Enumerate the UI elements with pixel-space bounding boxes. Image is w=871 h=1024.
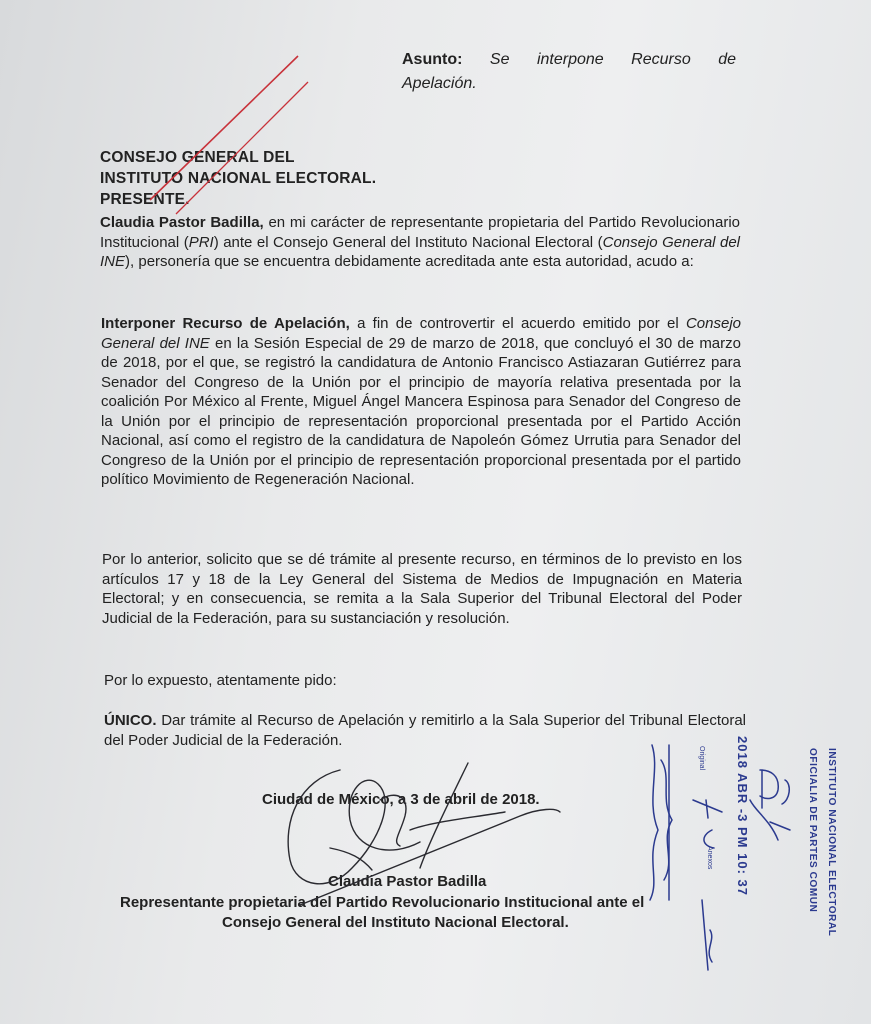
- text-run: Dar trámite al Recurso de Apelación y remitirlo a la Sala Superior del Tribunal Electoral del Poder Judicial de la Federación.: [104, 712, 746, 749]
- text-run-italic: Consejo General del INE: [101, 315, 741, 352]
- addressee-line: CONSEJO GENERAL DEL: [100, 149, 295, 166]
- text-run: ), personería que se encuentra debidamente acreditada ante esta autoridad, acudo a:: [125, 253, 694, 270]
- paragraph-request: Por lo anterior, solicito que se dé trámite al presente recurso, en términos de lo previsto en los artículos 17 y 18 de la Ley General del Sistema de Medios de Impugnación en Materia Electoral; y en consecuencia, se remita a la Sala Superior del Tribunal Electoral del Poder Judicial de la Federación, para su sustanciación y resolución.: [102, 551, 742, 627]
- text-run-bold: Interponer Recurso de Apelación,: [101, 315, 350, 332]
- stamp-office: OFICIALIA DE PARTES COMUN: [807, 748, 818, 913]
- place-date: Ciudad de México, a 3 de abril de 2018.: [262, 791, 540, 808]
- text-run-italic: Consejo General del INE: [100, 233, 740, 270]
- subject-label: Asunto:: [402, 51, 463, 68]
- subject-word: interpone: [536, 51, 604, 68]
- text-run-italic: PRI: [188, 233, 214, 251]
- subject-word: Recurso: [631, 51, 691, 68]
- text-run: a fin de controvertir el acuerdo emitido por el: [349, 315, 686, 332]
- stamp-institution: INSTITUTO NACIONAL ELECTORAL: [826, 748, 837, 937]
- signer-name-inline: Claudia Pastor Badilla,: [100, 214, 264, 231]
- stamp-datetime: 2018 ABR -3 PM 10: 37: [735, 736, 750, 896]
- addressee-line: PRESENTE.: [100, 191, 190, 208]
- paragraph-petition: Por lo expuesto, atentamente pido:: [104, 672, 337, 689]
- text-run: en mi carácter de representante propietaria del Partido Revolucionario Institucional (: [100, 214, 740, 251]
- stamp-handwriting: [650, 745, 790, 970]
- stamp-anexos-label: Anexos: [706, 846, 713, 870]
- text-run: en la Sesión Especial de 29 de marzo de 2018, que concluyó el 30 de marzo de 2018, por el que, se registró la candidatura de Antonio Francisco Astiazaran Gutiérrez para Senador del Congreso de la Unión por el principio de mayoría relativa presentada por la coalición Por México al Frente, Miguel Ángel Mancera Espinosa para Senador del Congreso de la Unión por el principio de representación proporcional presentada por el Partido Acción Nacional, así como el registro de la candidatura de Napoleón Gómez Urrutia para Senador del Congreso de la Unión por el principio de representación proporcional presentada por el partido político Movimiento de Regeneración Nacional.: [101, 334, 741, 488]
- stamp-original-label: Original: [698, 746, 705, 771]
- signer-role-line-1: Representante propietaria del Partido Revolucionario Institucional ante el: [120, 894, 645, 911]
- signer-name: Claudia Pastor Badilla: [328, 873, 487, 890]
- subject-word: Se: [489, 51, 510, 68]
- subject-word: de: [718, 51, 736, 68]
- signer-role-line-2: Consejo General del Instituto Nacional Electoral.: [222, 914, 569, 931]
- subject-line-2: Apelación.: [402, 75, 477, 92]
- text-run-bold: ÚNICO.: [104, 712, 157, 729]
- addressee-line: INSTITUTO NACIONAL ELECTORAL.: [100, 170, 377, 187]
- text-run: ) ante el Consejo General del Instituto Nacional Electoral (: [213, 233, 603, 251]
